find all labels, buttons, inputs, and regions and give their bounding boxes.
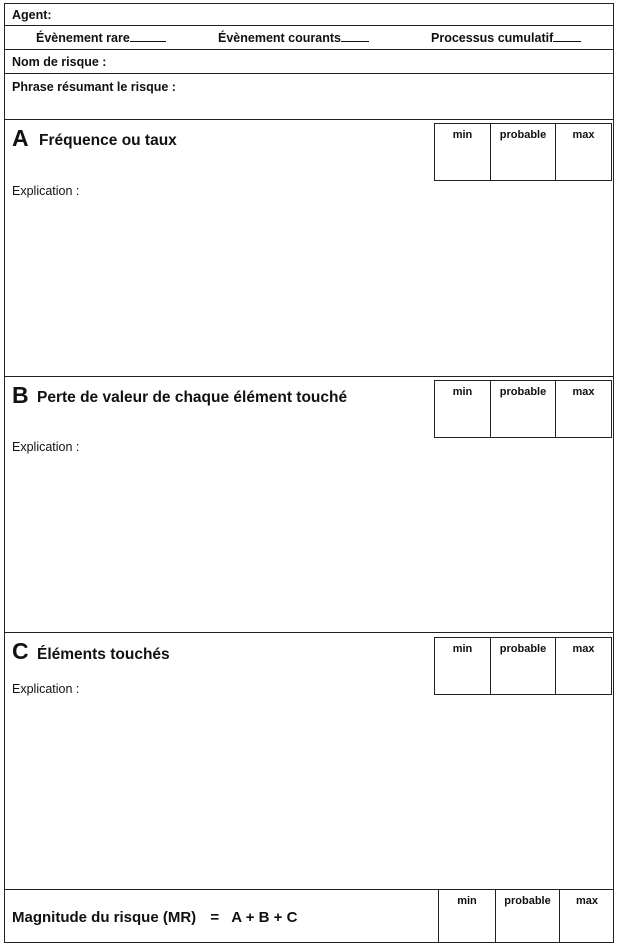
section-b-estimate-grid [434, 380, 612, 438]
agent-row [5, 4, 613, 26]
section-b-letter: B [12, 382, 29, 408]
event-type-cumulative-blank[interactable] [553, 30, 581, 42]
event-type-common[interactable] [218, 30, 369, 45]
section-c-letter: C [12, 638, 29, 664]
magnitude-equals: = [210, 909, 220, 926]
section-a-max-cell[interactable]: max [572, 129, 595, 141]
section-c [5, 633, 613, 890]
event-type-rare-label: Évènement rare [36, 31, 130, 45]
section-a-letter: A [12, 125, 29, 151]
section-c-max-cell[interactable]: max [572, 643, 595, 655]
section-a-explanation-label: Explication : [12, 184, 80, 198]
magnitude-formula-line [12, 909, 297, 926]
section-c-estimate-grid [434, 637, 612, 695]
risk-assessment-form [4, 3, 614, 943]
section-b-max-cell[interactable]: max [572, 386, 595, 398]
section-b-probable-cell[interactable]: probable [491, 381, 556, 437]
magnitude-row [5, 890, 613, 942]
risk-name-label: Nom de risque : [12, 55, 107, 69]
section-a-probable-cell[interactable]: probable [491, 124, 556, 180]
section-a-estimate-grid [434, 123, 612, 181]
risk-summary-label: Phrase résumant le risque : [12, 80, 176, 94]
magnitude-max-cell[interactable]: max [575, 895, 599, 907]
agent-label: Agent: [12, 8, 52, 22]
event-type-cumulative-label: Processus cumulatif [431, 31, 554, 45]
section-c-min-cell[interactable]: min [435, 638, 491, 694]
risk-name-row[interactable] [5, 50, 613, 74]
event-type-rare[interactable] [36, 30, 166, 45]
section-c-title: Éléments touchés [37, 646, 170, 663]
magnitude-formula: A + B + C [231, 909, 298, 926]
event-type-cumulative[interactable] [431, 30, 581, 45]
event-type-common-label: Évènement courants [218, 31, 341, 45]
event-type-row [5, 26, 613, 50]
section-a [5, 120, 613, 377]
section-b-min-cell[interactable]: min [435, 381, 491, 437]
event-type-rare-blank[interactable] [130, 30, 166, 42]
section-c-explanation-label: Explication : [12, 682, 80, 696]
section-c-probable-cell[interactable]: probable [491, 638, 556, 694]
section-b [5, 377, 613, 633]
magnitude-min-cell[interactable]: min [439, 890, 496, 942]
event-type-common-blank[interactable] [341, 30, 369, 42]
section-a-title: Fréquence ou taux [39, 132, 177, 149]
section-b-explanation-label: Explication : [12, 440, 80, 454]
section-b-title: Perte de valeur de chaque élément touché [37, 389, 348, 406]
magnitude-label: Magnitude du risque (MR) [12, 909, 197, 926]
risk-summary-row[interactable] [5, 74, 613, 120]
magnitude-probable-cell[interactable]: probable [496, 890, 560, 942]
section-a-min-cell[interactable]: min [435, 124, 491, 180]
magnitude-estimate-grid [438, 889, 614, 942]
